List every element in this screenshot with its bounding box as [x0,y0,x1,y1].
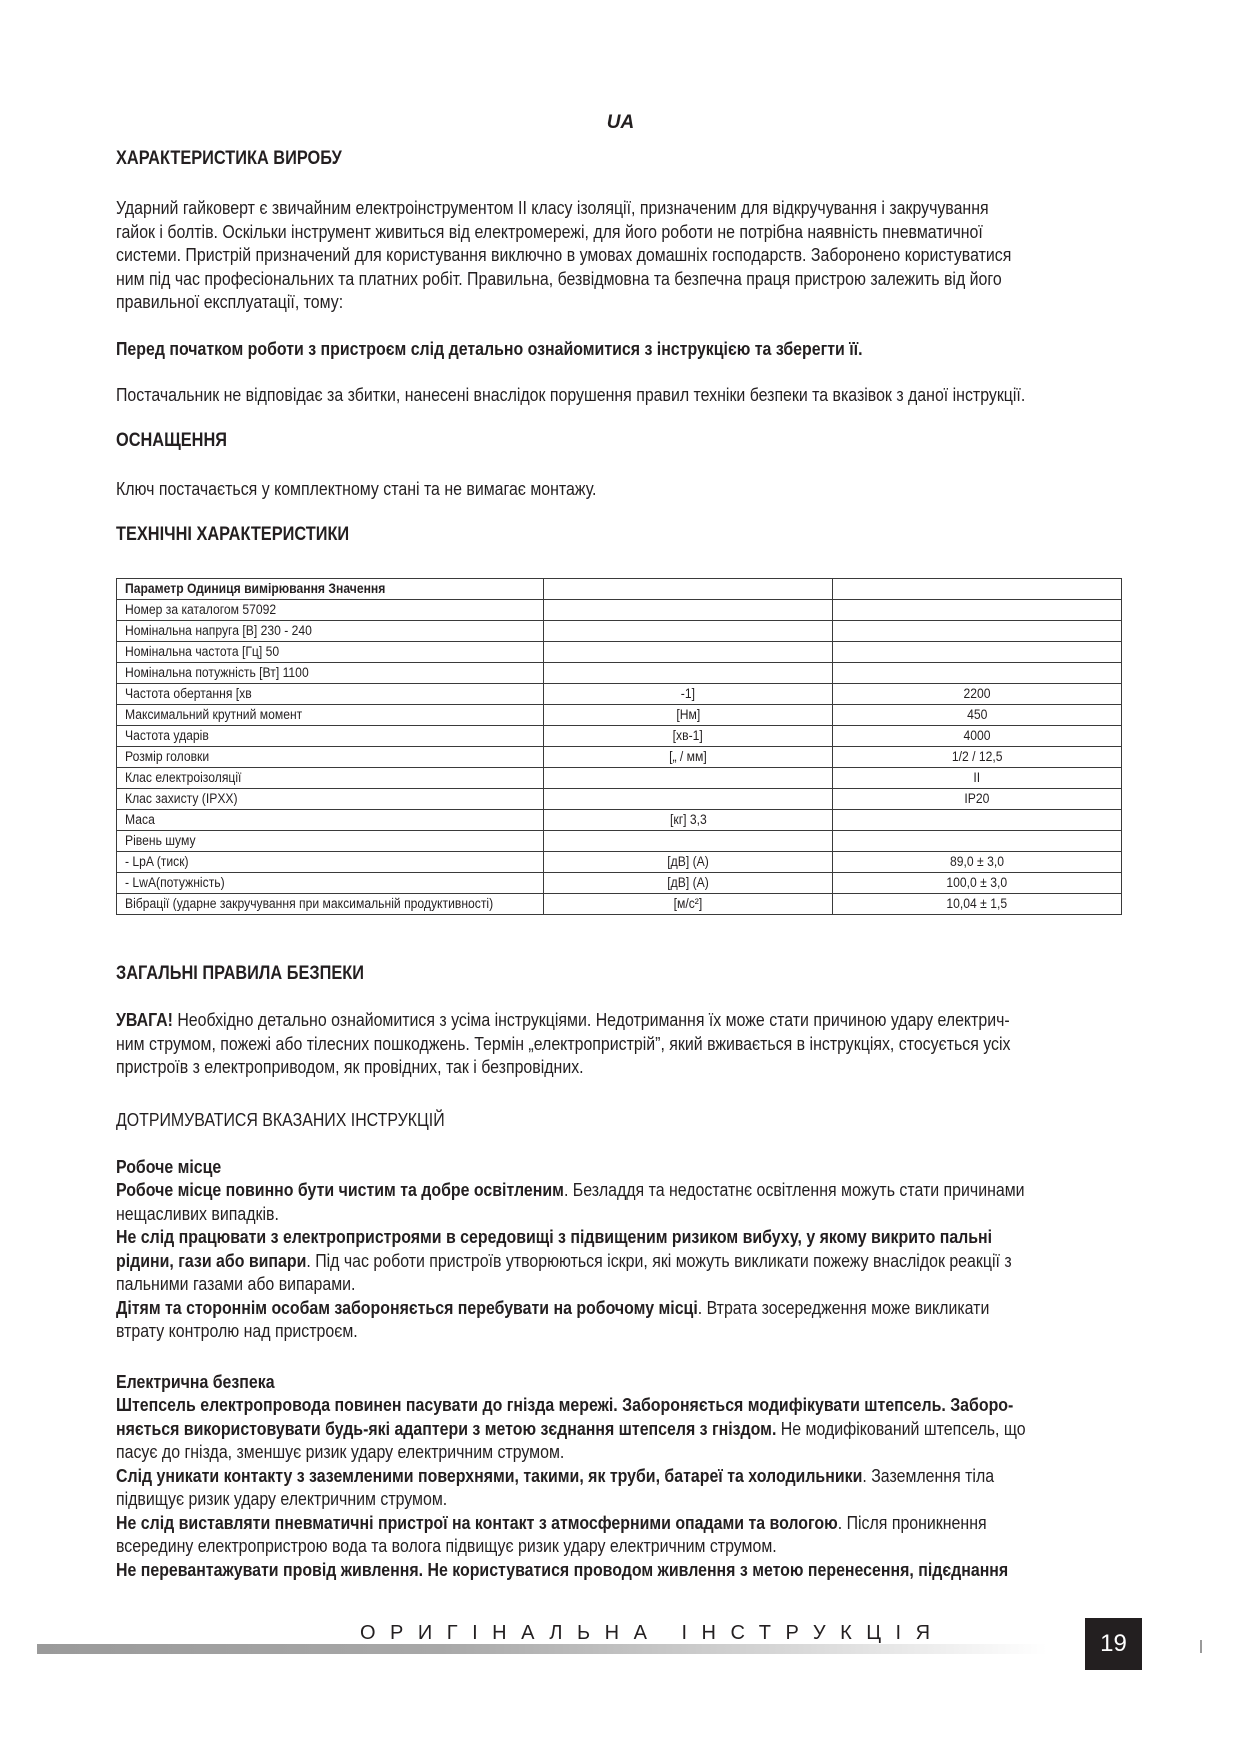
workplace-rules [116,1178,1129,1343]
rule-text: . Безладдя та недостатнє освітлення можуть стати причинами [563,1179,1025,1200]
rule-bold: Штепсель електропровода повинен пасувати до гнізда мережі. Забороняється модифікувати штепсель. Заборо- [116,1394,1014,1415]
product-line: гайок і болтів. Оскільки інструмент живиться від електромережі, для його роботи не потрібна наявність пневматичної [116,220,983,242]
table-row [117,663,1122,684]
rule-bold: Дітям та стороннім особам забороняється перебувати на робочому місці [116,1296,698,1318]
header-cell: Параметр Одиниця вимірювання Значення [125,581,386,596]
table-row [117,831,1122,852]
unit-cell: [дВ] (А) [667,854,709,869]
value-cell: 89,0 ± 3,0 [950,854,1004,869]
product-line: Ударний гайковерт є звичайним електроінструментом II класу ізоляції, призначеним для відкручування і закручування [116,197,989,218]
table-row [117,621,1122,642]
rule-text: нещасливих випадків. [116,1202,279,1224]
section-title-product: ХАРАКТЕРИСТИКА ВИРОБУ [116,148,342,169]
param-cell: Рівень шуму [125,833,196,848]
table-row [117,768,1122,789]
value-cell: 450 [966,707,988,722]
page-number: 19 [1085,1618,1142,1670]
value-cell: 4000 [963,728,991,743]
table-row [117,642,1122,663]
rule-text: пасує до гнізда, зменшує ризик удару електричним струмом. [116,1441,565,1462]
footer-caption: ОРИГІНАЛЬНА ІНСТРУКЦІЯ [360,1622,945,1644]
read-instructions-note: Перед початком роботи з пристроєм слід детально ознайомитися з інструкцією та зберегти її. [116,338,863,359]
table-row [117,852,1122,873]
rule-text: Не модифікований штепсель, що [776,1417,1026,1439]
value-cell: 2200 [963,686,991,701]
rule-text: . Заземлення тіла [862,1464,995,1486]
param-cell: - LwA(потужність) [125,875,225,890]
table-row [117,600,1122,621]
rule-text: пальними газами або випарами. [116,1273,356,1294]
value-cell: II [973,770,981,785]
warning-text: Необхідно детально ознайомитися з усіма інструкціями. Недотримання їх може стати причиною удару електрич- [172,1009,1010,1030]
rule-text: . Після проникнення [837,1511,987,1533]
unit-cell: [кг] 3,3 [669,812,707,827]
supplier-disclaimer: Постачальник не відповідає за збитки, нанесені внаслідок порушення правил техніки безпеки та вказівок з даної інструкції. [116,384,1026,405]
rule-text: підвищує ризик удару електричним струмом. [116,1488,448,1509]
rule-bold: Не слід виставляти пневматичні пристрої на контакт з атмосферними опадами та вологою [116,1511,838,1533]
value-cell: 1/2 / 12,5 [951,749,1003,764]
section-title-equipment: ОСНАЩЕННЯ [116,430,228,451]
table-row [117,684,1122,705]
table-row [117,810,1122,831]
param-cell: Номінальна потужність [Вт] 1100 [125,665,309,680]
table-row [117,747,1122,768]
rule-text: втрату контролю над пристроєм. [116,1320,358,1341]
table-row [117,789,1122,810]
rule-bold: няється використовувати будь-які адаптери з метою зєднання штепселя з гніздом. [116,1417,777,1439]
follow-instructions-heading: ДОТРИМУВАТИСЯ ВКАЗАНИХ ІНСТРУКЦІЙ [116,1109,445,1130]
param-cell: Частота обертання [хв [125,686,252,701]
warning-text: пристроїв з електроприводом, як провідних, так і безпровідних. [116,1056,584,1077]
subsection-title-workplace: Робоче місце [116,1156,222,1177]
param-cell: Номінальна напруга [В] 230 - 240 [125,623,312,638]
value-cell: 100,0 ± 3,0 [946,875,1008,890]
table-row [117,873,1122,894]
rule-bold: Не перевантажувати провід живлення. Не користуватися проводом живлення з метою перенесення, підєднання [116,1558,1009,1580]
spec-table [116,578,1122,915]
unit-cell: [м/с²] [673,896,703,911]
rule-bold: Слід уникати контакту з заземленими поверхнями, такими, як труби, батареї та холодильники [116,1464,863,1486]
param-cell: Номер за каталогом 57092 [125,602,277,617]
spec-table-header [117,579,1122,600]
value-cell: IP20 [964,791,990,806]
unit-cell: -1] [680,686,696,701]
equipment-text: Ключ постачається у комплектному стані та не вимагає монтажу. [116,478,597,499]
unit-cell: [дВ] (А) [667,875,709,890]
rule-bold: Робоче місце повинно бути чистим та добре освітленим [116,1179,564,1200]
footer-gradient-bar [37,1644,1047,1654]
warning-text: ним струмом, пожежі або тілесних пошкоджень. Термін „електропристрій”, який вживається в інструкціях, стосується усіх [116,1032,1011,1054]
rule-bold: рідини, гази або випари [116,1249,307,1271]
value-cell: 10,04 ± 1,5 [946,896,1008,911]
electrical-rules [116,1393,1129,1581]
param-cell: - LpA (тиск) [125,854,189,869]
subsection-title-electrical: Електрична безпека [116,1371,275,1392]
rule-text: . Втрата зосередження може викликати [697,1296,990,1318]
section-title-specs: ТЕХНІЧНІ ХАРАКТЕРИСТИКИ [116,524,350,545]
param-cell: Максимальний крутний момент [125,707,303,722]
param-cell: Частота ударів [125,728,209,743]
unit-cell: [„ / мм] [669,749,707,764]
rule-text: всередину електропристрою вода та волога підвищує ризик удару електричним струмом. [116,1535,777,1556]
table-row [117,726,1122,747]
table-row [117,894,1122,915]
rule-bold: Не слід працювати з електропристроями в середовищі з підвищеним ризиком вибуху, у якому викрито пальні [116,1226,993,1247]
table-row [117,705,1122,726]
rule-text: . Під час роботи пристроїв утворюються іскри, які можуть викликати пожежу внаслідок реакції з [306,1249,1012,1271]
param-cell: Номінальна частота [Гц] 50 [125,644,280,659]
product-line: ним під час професіональних та платних робіт. Правильна, безвідмовна та безпечна праця пристрою залежить від його [116,267,1002,289]
product-description [116,196,1129,314]
param-cell: Розмір головки [125,749,210,764]
param-cell: Клас електроізоляції [125,770,242,785]
product-line: правильної експлуатації, тому: [116,291,344,312]
param-cell: Клас захисту (IPXX) [125,791,238,806]
param-cell: Вібрації (ударне закручування при максимальній продуктивності) [125,896,494,911]
unit-cell: [Нм] [676,707,700,722]
section-title-safety: ЗАГАЛЬНІ ПРАВИЛА БЕЗПЕКИ [116,963,364,984]
edge-tick-mark [1200,1640,1202,1653]
language-code: UA [606,112,635,133]
safety-warning [116,1008,1129,1079]
param-cell: Маса [125,812,155,827]
unit-cell: [хв-1] [672,728,704,743]
warning-label: УВАГА! [116,1009,173,1030]
product-line: системи. Пристрій призначений для користування виключно в умовах домашніх господарств. Заборонено користуватися [116,244,1012,265]
